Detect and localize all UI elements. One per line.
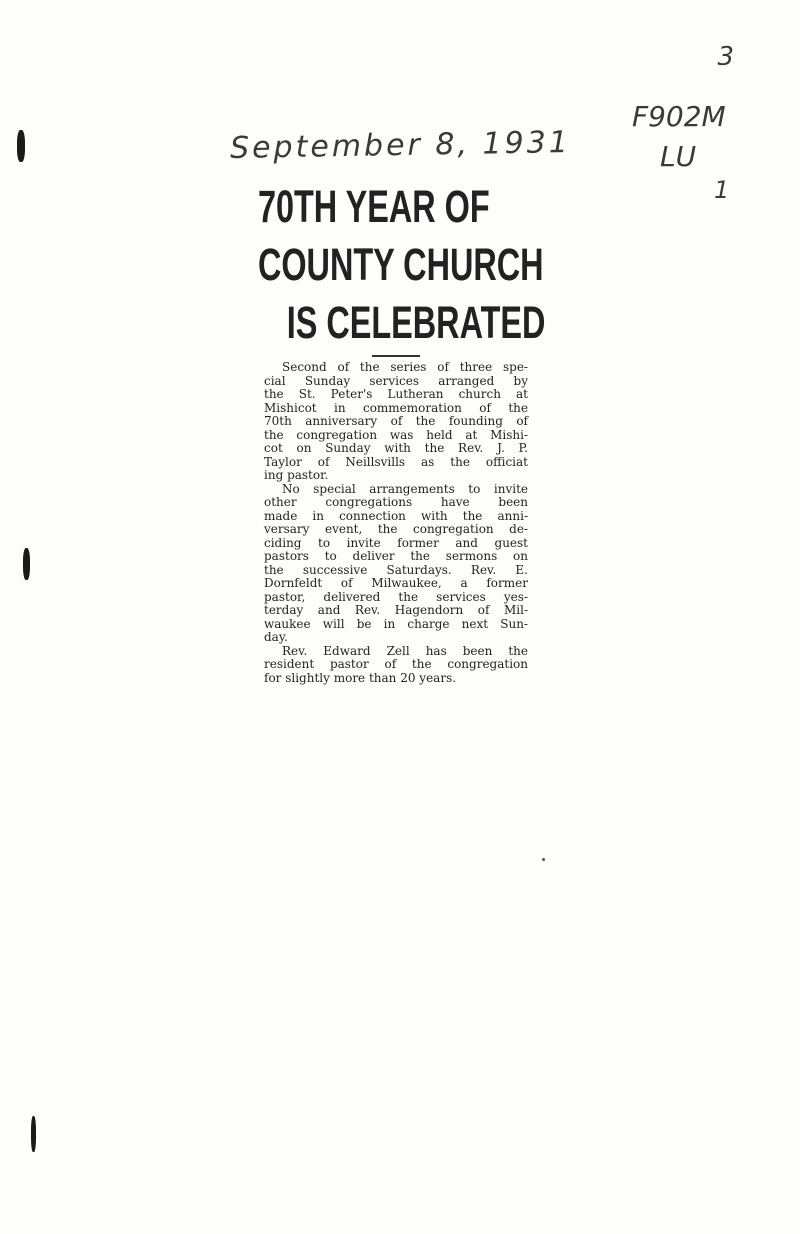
handwritten-page-number: 3 <box>717 42 734 72</box>
article-line: waukee will be in charge next Sun- <box>264 616 528 631</box>
headline-divider <box>372 355 420 357</box>
article-line: made in connection with the anni- <box>264 508 528 523</box>
article-headline <box>245 178 546 352</box>
article-line: versary event, the congregation de- <box>264 522 528 536</box>
article-line: 70th anniversary of the founding of <box>264 414 528 428</box>
article-body <box>264 361 528 685</box>
article-line: cial Sunday services arranged by <box>264 373 528 388</box>
article-paragraph <box>264 361 528 483</box>
article-paragraph <box>264 483 528 645</box>
article-paragraph <box>264 645 528 686</box>
article-line: cot on Sunday with the Rev. J. P. <box>264 441 528 455</box>
article-line: terday and Rev. Hagendorn of Mil- <box>264 603 528 617</box>
article-line: the successive Saturdays. Rev. E. <box>264 562 528 577</box>
paper-speck <box>542 858 545 861</box>
headline-line: 70TH YEAR OF <box>257 181 490 232</box>
handwritten-count: 1 <box>714 176 730 204</box>
article-line: the congregation was held at Mishi- <box>264 427 528 442</box>
article-line: Rev. Edward Zell has been the <box>282 643 528 658</box>
article-line: the St. Peter's Lutheran church at <box>264 387 528 401</box>
binding-mark <box>17 130 25 162</box>
article-line: No special arrangements to invite <box>282 481 528 496</box>
handwritten-initials: LU <box>660 140 697 173</box>
article-line: for slightly more than 20 years. <box>264 670 457 685</box>
article-line: ciding to invite former and guest <box>264 535 528 550</box>
article-line: pastor, delivered the services yes- <box>264 589 528 604</box>
article-line: Second of the series of three spe- <box>282 360 528 374</box>
article-line: Mishicot in commemoration of the <box>264 400 528 415</box>
headline-line: IS CELEBRATED <box>286 297 546 348</box>
handwritten-date: September 8, 1931 <box>229 125 572 166</box>
article-line: ing pastor. <box>264 468 329 482</box>
article-line: resident pastor of the congregation <box>264 657 528 671</box>
handwritten-code: F902M <box>632 100 726 133</box>
article-line: other congregations have been <box>264 495 528 509</box>
article-line: Taylor of Neillsvills as the officiat <box>264 454 528 469</box>
article-line: pastors to deliver the sermons on <box>264 549 528 563</box>
article-line: Dornfeldt of Milwaukee, a former <box>264 576 528 590</box>
headline-line: COUNTY CHURCH <box>257 239 544 290</box>
binding-mark <box>31 1116 36 1152</box>
article-line: day. <box>264 630 288 644</box>
binding-mark <box>23 548 30 580</box>
